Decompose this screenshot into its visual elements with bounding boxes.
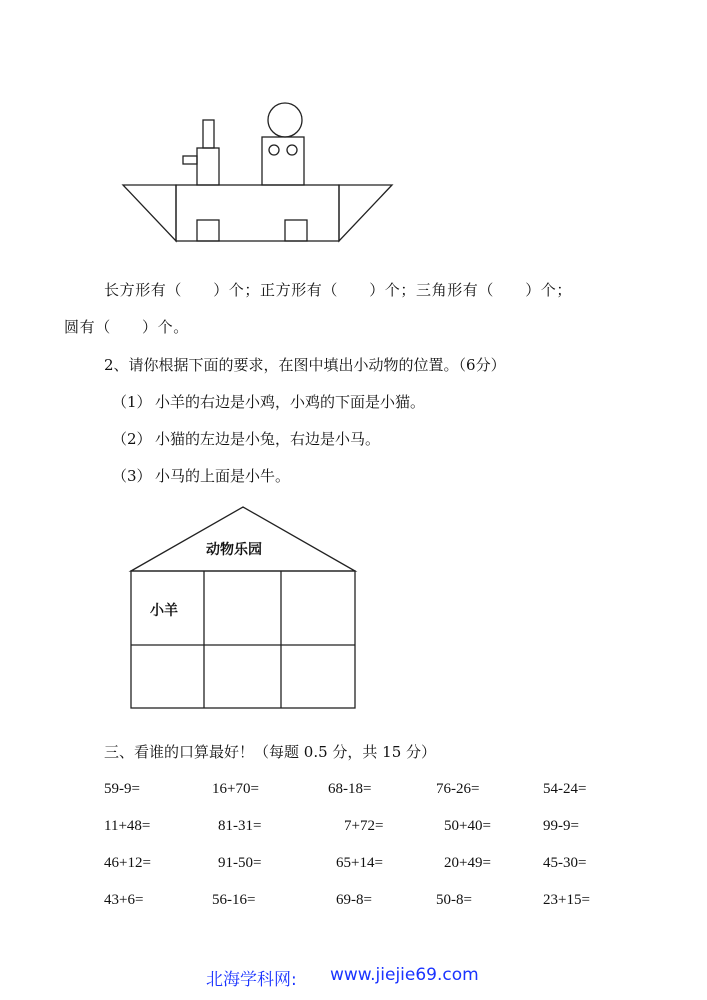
calc-r4-c3: 69-8=	[336, 892, 372, 908]
calc-r2-c3: 7+72=	[344, 818, 384, 834]
q2-item-1-num: （1）	[112, 393, 152, 411]
footer-url[interactable]: www.jiejie69.com	[330, 965, 479, 985]
hull-right-triangle	[339, 185, 392, 241]
porthole-right	[287, 145, 297, 155]
calc-r3-c2: 91-50=	[218, 855, 262, 871]
porthole-left	[269, 145, 279, 155]
chimney-base	[197, 148, 219, 185]
house-grid-frame	[131, 571, 355, 708]
footer-site-name: 北海学科网:	[206, 970, 297, 990]
calc-r4-c2: 56-16=	[212, 892, 256, 908]
calc-r2-c1: 11+48=	[104, 818, 151, 834]
house-title: 动物乐园	[206, 542, 262, 558]
calc-r3-c5: 45-30=	[543, 855, 587, 871]
calc-r1-c2: 16+70=	[212, 781, 259, 797]
door-left	[197, 220, 219, 241]
chimney-side	[183, 156, 197, 164]
hull-left-triangle	[123, 185, 176, 241]
q2-item-2-num: （2）	[112, 430, 152, 448]
q2-title: 2、请你根据下面的要求，在图中填出小动物的位置。（6分）	[104, 356, 506, 374]
calc-r1-c4: 76-26=	[436, 781, 480, 797]
chimney-top	[203, 120, 214, 148]
calc-r1-c5: 54-24=	[543, 781, 587, 797]
calc-r2-c2: 81-31=	[218, 818, 262, 834]
calc-r2-c5: 99-9=	[543, 818, 579, 834]
calc-r4-c1: 43+6=	[104, 892, 144, 908]
calc-r1-c1: 59-9=	[104, 781, 140, 797]
calc-r4-c4: 50-8=	[436, 892, 472, 908]
calc-r3-c4: 20+49=	[444, 855, 491, 871]
q2-item-2-text: 小猫的左边是小兔，右边是小马。	[155, 430, 381, 448]
cell-sheep: 小羊	[150, 603, 178, 619]
shapes-question-line1: 长方形有（ ）个；正方形有（ ）个；三角形有（ ）个；	[104, 281, 573, 299]
animal-house-diagram	[0, 500, 707, 740]
head-circle	[268, 103, 302, 137]
hull-rectangle	[176, 185, 339, 241]
cabin	[262, 137, 304, 185]
calc-r3-c1: 46+12=	[104, 855, 151, 871]
door-right	[285, 220, 307, 241]
q2-item-3-text: 小马的上面是小牛。	[155, 467, 291, 485]
shapes-question-line2: 圆有（ ）个。	[64, 318, 189, 336]
q3-title: 三、看谁的口算最好！（每题 0.5 分，共 15 分）	[104, 743, 437, 761]
ship-figure	[0, 0, 707, 260]
calc-r4-c5: 23+15=	[543, 892, 590, 908]
calc-r2-c4: 50+40=	[444, 818, 491, 834]
q2-item-1-text: 小羊的右边是小鸡，小鸡的下面是小猫。	[155, 393, 426, 411]
calc-r1-c3: 68-18=	[328, 781, 372, 797]
q2-item-3-num: （3）	[112, 467, 152, 485]
calc-r3-c3: 65+14=	[336, 855, 383, 871]
